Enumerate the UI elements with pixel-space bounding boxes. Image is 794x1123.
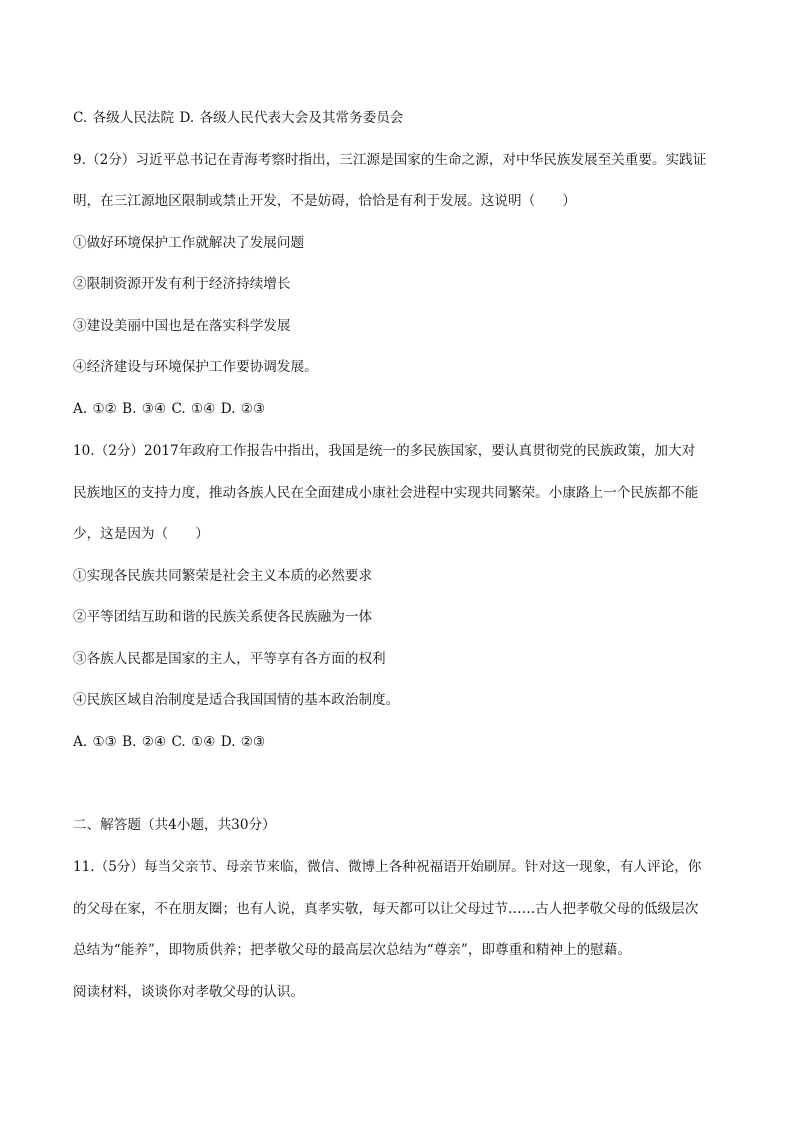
section-heading: 二、解答题（共4小题，共30分） (73, 817, 276, 833)
q9-statement-4: ④经济建设与环境保护工作要协调发展。 (73, 359, 318, 375)
q11-stem-line-3: 总结为“能养”，即物质供养；把孝敬父母的最高层次总结为“尊亲”，即尊重和精神上的慰藉。 (73, 942, 631, 958)
q9-statement-3: ③建设美丽中国也是在落实科学发展 (73, 318, 291, 334)
q10-stem-line-2: 民族地区的支持力度，推动各族人民在全面建成小康社会进程中实现共同繁荣。小康路上一个民族都不能 (73, 485, 699, 501)
q10-stem-line-1: 10.（2分）2017年政府工作报告中指出，我国是统一的多民族国家，要认真贯彻党的民族政策，加大对 (73, 443, 696, 459)
q11-prompt: 阅读材料，谈谈你对孝敬父母的认识。 (73, 984, 305, 1000)
q11-stem-line-1: 11.（5分）每当父亲节、母亲节来临，微信、微博上各种祝福语开始刷屏。针对这一现象，有人评论，你 (73, 859, 702, 875)
q9-statement-2: ②限制资源开发有利于经济持续增长 (73, 276, 291, 292)
q10-statement-4: ④民族区域自治制度是适合我国国情的基本政治制度。 (73, 692, 400, 708)
q9-stem-line-2: 明，在三江源地区限制或禁止开发，不是妨碍，恰恰是有利于发展。这说明（ ） (73, 193, 576, 209)
q9-options: A. ①② B. ③④ C. ①④ D. ②③ (73, 401, 266, 417)
q10-statement-1: ①实现各民族共同繁荣是社会主义本质的必然要求 (73, 568, 373, 584)
q9-stem-line-1: 9.（2分）习近平总书记在青海考察时指出，三江源是国家的生命之源，对中华民族发展至关重要。实践证 (73, 152, 707, 168)
q10-stem-line-3: 少，这是因为（ ） (73, 526, 209, 542)
q10-options: A. ①③ B. ②④ C. ①④ D. ②③ (73, 734, 266, 750)
q8-options-cd: C. 各级人民法院 D. 各级人民代表大会及其常务委员会 (73, 110, 404, 126)
q10-statement-2: ②平等团结互助和谐的民族关系使各民族融为一体 (73, 609, 373, 625)
q10-statement-3: ③各族人民都是国家的主人，平等享有各方面的权利 (73, 651, 386, 667)
q9-statement-1: ①做好环境保护工作就解决了发展问题 (73, 235, 305, 251)
q11-stem-line-2: 的父母在家，不在朋友圈；也有人说，真孝实敬，每天都可以让父母过节……古人把孝敬父母的低级层次 (73, 901, 699, 917)
